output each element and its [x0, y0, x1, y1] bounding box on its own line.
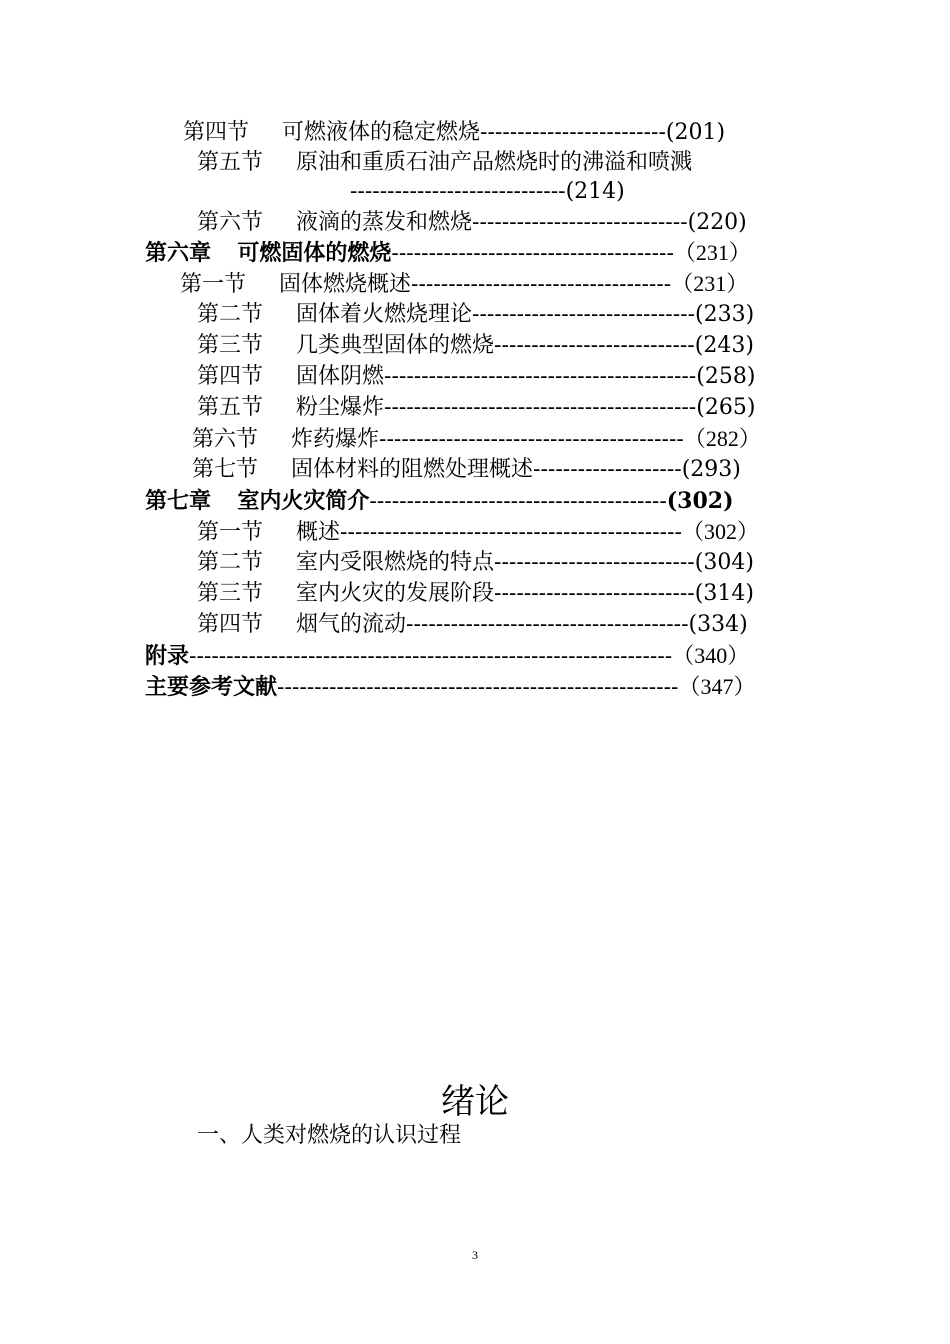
toc-entry[interactable]: [197, 300, 754, 330]
toc-title: 附录: [145, 643, 190, 669]
toc-leader: ------------------------------------------------------: [277, 675, 679, 700]
toc-leader: ---------------------------: [494, 581, 695, 606]
toc-entry[interactable]: [197, 517, 759, 547]
toc-chapter[interactable]: [145, 238, 751, 268]
toc-leader: ----------------------------------------: [369, 489, 667, 514]
toc-leader: -----------------------------------------------------------------: [189, 644, 673, 669]
toc-leader: --------------------: [533, 457, 682, 482]
toc-leader: -----------------------------------: [411, 272, 672, 297]
toc-title: 炸药爆炸: [291, 427, 380, 452]
toc-title: 烟气的流动: [296, 612, 407, 637]
toc-entry[interactable]: [180, 269, 748, 299]
toc-section-number: 第四节: [197, 612, 264, 637]
toc-entry[interactable]: [197, 610, 748, 640]
toc-section-number: 第六节: [197, 210, 264, 235]
toc-leader: --------------------------------------: [391, 241, 674, 266]
toc-leader: --------------------------------------: [406, 612, 689, 637]
toc-entry[interactable]: [197, 393, 755, 423]
toc-entry[interactable]: [183, 118, 725, 148]
toc-title: 几类典型固体的燃烧: [296, 333, 495, 358]
toc-section-number: 第七节: [192, 457, 259, 482]
toc-section-number: 第三节: [197, 581, 264, 606]
toc-appendix[interactable]: [145, 641, 749, 671]
toc-page: （347）: [678, 674, 756, 699]
toc-section-number: 第二节: [197, 550, 264, 575]
toc-leader: ---------------------------: [494, 333, 695, 358]
toc-chapter[interactable]: [145, 486, 734, 516]
toc-entry[interactable]: [197, 331, 754, 361]
toc-leader: -------------------------: [480, 120, 666, 145]
toc-page: (265): [696, 395, 756, 420]
toc-title: 可燃液体的稳定燃烧: [282, 120, 481, 145]
toc-leader: ------------------------------: [472, 302, 696, 327]
toc-page: (214): [565, 179, 625, 204]
toc-page: (201): [665, 120, 726, 145]
chapter-heading: 绪论: [441, 1082, 509, 1122]
toc-title: 粉尘爆炸: [296, 395, 385, 420]
toc-leader: -----------------------------------------: [379, 427, 684, 452]
toc-leader: ---------------------------: [494, 550, 695, 575]
toc-entry[interactable]: [197, 208, 747, 238]
toc-page: (314): [694, 581, 754, 606]
toc-title: 可燃固体的燃烧: [237, 240, 392, 266]
toc-section-number: 第五节: [197, 395, 264, 420]
toc-page: (220): [687, 210, 747, 235]
toc-page: (233): [695, 302, 755, 327]
toc-entry-continuation[interactable]: [350, 177, 625, 207]
toc-chapter-number: 第七章: [145, 488, 212, 514]
toc-title: 室内火灾的发展阶段: [296, 581, 495, 606]
toc-title: 固体着火燃烧理论: [296, 302, 473, 327]
toc-entry[interactable]: [197, 148, 692, 178]
toc-page: （340）: [672, 643, 750, 668]
toc-page: (243): [694, 333, 754, 358]
toc-page: （231）: [671, 271, 749, 296]
toc-title: 固体材料的阻燃处理概述: [291, 457, 534, 482]
toc-title: 主要参考文献: [145, 674, 278, 700]
toc-section-number: 第六节: [192, 427, 259, 452]
toc-page: （282）: [683, 426, 761, 451]
toc-entry[interactable]: [197, 362, 755, 392]
toc-chapter-number: 第六章: [145, 240, 212, 266]
page-number: 3: [472, 1248, 478, 1262]
toc-entry[interactable]: [192, 424, 761, 454]
toc-entry[interactable]: [192, 455, 741, 485]
toc-leader: -----------------------------: [350, 179, 566, 204]
toc-title: 室内火灾简介: [237, 488, 370, 514]
toc-title: 固体阴燃: [296, 364, 385, 389]
toc-section-number: 第四节: [197, 364, 264, 389]
toc-page: (258): [696, 364, 756, 389]
toc-title: 原油和重质石油产品燃烧时的沸溢和喷溅: [296, 150, 693, 175]
toc-page: (293): [681, 457, 741, 482]
section-subheading: 一、人类对燃烧的认识过程: [197, 1123, 462, 1148]
toc-entry[interactable]: [197, 548, 754, 578]
toc-page: （302）: [681, 519, 759, 544]
toc-page: (302): [666, 488, 734, 514]
toc-section-number: 第五节: [197, 150, 264, 175]
toc-leader: -----------------------------: [472, 210, 688, 235]
toc-section-number: 第一节: [197, 520, 264, 545]
toc-section-number: 第二节: [197, 302, 264, 327]
toc-section-number: 第三节: [197, 333, 264, 358]
toc-title: 概述: [296, 520, 341, 545]
toc-leader: ------------------------------------------: [384, 364, 697, 389]
toc-page: (304): [694, 550, 754, 575]
toc-section-number: 第一节: [180, 272, 247, 297]
toc-title: 室内受限燃烧的特点: [296, 550, 495, 575]
toc-title: 固体燃烧概述: [279, 272, 412, 297]
toc-page: （231）: [673, 240, 751, 265]
toc-references[interactable]: [145, 672, 755, 702]
toc-leader: ------------------------------------------: [384, 395, 697, 420]
toc-title: 液滴的蒸发和燃烧: [296, 210, 473, 235]
toc-entry[interactable]: [197, 579, 754, 609]
toc-leader: ----------------------------------------------: [340, 520, 682, 545]
toc-page: (334): [688, 612, 748, 637]
toc-section-number: 第四节: [183, 120, 250, 145]
